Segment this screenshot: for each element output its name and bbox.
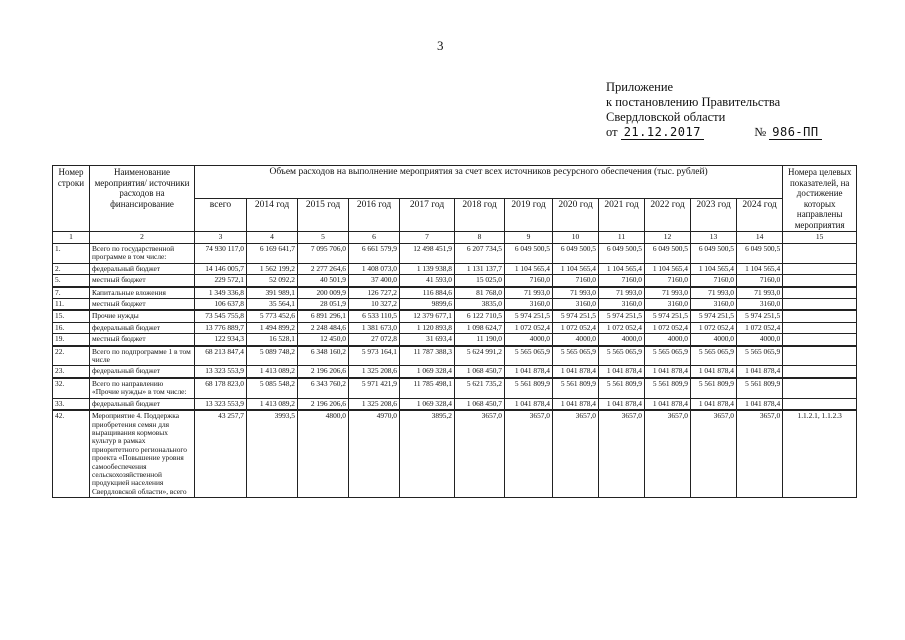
amount-cell: 1 041 878,4 (505, 398, 553, 410)
row-name: федеральный бюджет (90, 263, 195, 274)
amount-cell: 1 413 089,2 (247, 398, 298, 410)
amount-cell: 6 049 500,5 (691, 244, 737, 264)
amount-cell: 7160,0 (505, 275, 553, 287)
resolution-number: 986-ПП (769, 125, 821, 140)
amount-cell: 7160,0 (737, 275, 783, 287)
amount-cell: 6 348 160,2 (298, 346, 349, 366)
amount-cell: 3657,0 (455, 410, 505, 498)
column-number: 9 (505, 232, 553, 244)
amount-cell: 5 561 809,9 (737, 378, 783, 398)
amount-cell: 2 196 206,6 (298, 398, 349, 410)
row-name: местный бюджет (90, 275, 195, 287)
amount-cell: 31 693,4 (400, 334, 455, 346)
amount-cell: 3657,0 (645, 410, 691, 498)
amount-cell: 7 095 706,0 (298, 244, 349, 264)
amount-cell: 68 213 847,4 (195, 346, 247, 366)
column-number: 3 (195, 232, 247, 244)
amount-cell: 1 072 052,4 (553, 322, 599, 333)
column-number: 5 (298, 232, 349, 244)
amount-cell: 5 621 735,2 (455, 378, 505, 398)
amount-cell: 12 498 451,9 (400, 244, 455, 264)
row-number: 1. (53, 244, 90, 264)
amount-cell: 391 989,1 (247, 287, 298, 299)
column-number: 2 (90, 232, 195, 244)
amount-cell: 43 257,7 (195, 410, 247, 498)
amount-cell: 5 773 452,6 (247, 310, 298, 322)
amount-cell: 11 190,0 (455, 334, 505, 346)
amount-cell: 5 561 809,9 (691, 378, 737, 398)
amount-cell: 116 884,6 (400, 287, 455, 299)
amount-cell: 2 277 264,6 (298, 263, 349, 274)
target-indicators: 1.1.2.1, 1.1.2.3 (783, 410, 857, 498)
target-indicators (783, 366, 857, 378)
amount-cell: 4800,0 (298, 410, 349, 498)
appendix-block (606, 80, 822, 140)
amount-cell: 1 098 624,7 (455, 322, 505, 333)
amount-cell: 1 349 336,8 (195, 287, 247, 299)
header-year: 2022 год (645, 199, 691, 232)
amount-cell: 1 104 565,4 (645, 263, 691, 274)
amount-cell: 10 327,2 (349, 299, 400, 311)
amount-cell: 6 343 760,2 (298, 378, 349, 398)
amount-cell: 27 072,8 (349, 334, 400, 346)
target-indicators (783, 310, 857, 322)
amount-cell: 5 561 809,9 (505, 378, 553, 398)
amount-cell: 5 971 421,9 (349, 378, 400, 398)
amount-cell: 3657,0 (505, 410, 553, 498)
header-volume: Объем расходов на выполнение мероприятия за счет всех источников ресурсного обеспечения (тыс. рублей) (195, 166, 783, 199)
amount-cell: 13 776 889,7 (195, 322, 247, 333)
amount-cell: 3160,0 (737, 299, 783, 311)
target-indicators (783, 263, 857, 274)
amount-cell: 3993,5 (247, 410, 298, 498)
amount-cell: 3657,0 (599, 410, 645, 498)
amount-cell: 1 041 878,4 (599, 398, 645, 410)
amount-cell: 6 169 641,7 (247, 244, 298, 264)
table-row (53, 287, 857, 299)
amount-cell: 1 408 073,0 (349, 263, 400, 274)
amount-cell: 6 049 500,5 (553, 244, 599, 264)
amount-cell: 3657,0 (553, 410, 599, 498)
number-prefix: № (754, 125, 767, 139)
table-row (53, 310, 857, 322)
date-prefix: от (606, 125, 618, 139)
column-number: 10 (553, 232, 599, 244)
amount-cell: 1 072 052,4 (645, 322, 691, 333)
amount-cell: 5 624 991,2 (455, 346, 505, 366)
amount-cell: 3657,0 (691, 410, 737, 498)
amount-cell: 1 069 328,4 (400, 366, 455, 378)
table-row (53, 346, 857, 366)
amount-cell: 3160,0 (645, 299, 691, 311)
target-indicators (783, 244, 857, 264)
amount-cell: 4000,0 (505, 334, 553, 346)
amount-cell: 1 562 199,2 (247, 263, 298, 274)
target-indicators (783, 334, 857, 346)
resolution-date: 21.12.2017 (621, 125, 704, 140)
amount-cell: 9899,6 (400, 299, 455, 311)
amount-cell: 1 041 878,4 (691, 366, 737, 378)
page-number: 3 (437, 38, 444, 53)
row-number: 32. (53, 378, 90, 398)
row-number: 15. (53, 310, 90, 322)
amount-cell: 12 379 677,1 (400, 310, 455, 322)
column-number: 1 (53, 232, 90, 244)
amount-cell: 229 572,1 (195, 275, 247, 287)
amount-cell: 1 068 450,7 (455, 366, 505, 378)
row-number: 5. (53, 275, 90, 287)
row-name: Всего по направлению «Прочие нужды» в том числе: (90, 378, 195, 398)
row-number: 7. (53, 287, 90, 299)
amount-cell: 37 400,0 (349, 275, 400, 287)
amount-cell: 73 545 755,8 (195, 310, 247, 322)
amount-cell: 81 768,0 (455, 287, 505, 299)
appendix-title: Приложение (606, 80, 674, 94)
amount-cell: 6 661 579,9 (349, 244, 400, 264)
appendix-date-line (606, 125, 822, 140)
row-number: 22. (53, 346, 90, 366)
table-row (53, 366, 857, 378)
header-year: 2020 год (553, 199, 599, 232)
amount-cell: 71 993,0 (599, 287, 645, 299)
amount-cell: 1 041 878,4 (553, 398, 599, 410)
amount-cell: 1 072 052,4 (599, 322, 645, 333)
amount-cell: 40 501,9 (298, 275, 349, 287)
table-row (53, 299, 857, 311)
amount-cell: 11 787 388,3 (400, 346, 455, 366)
amount-cell: 14 146 005,7 (195, 263, 247, 274)
amount-cell: 5 085 548,2 (247, 378, 298, 398)
row-name: местный бюджет (90, 299, 195, 311)
column-number: 14 (737, 232, 783, 244)
column-number: 4 (247, 232, 298, 244)
amount-cell: 1 072 052,4 (505, 322, 553, 333)
amount-cell: 1 041 878,4 (691, 398, 737, 410)
amount-cell: 16 528,1 (247, 334, 298, 346)
amount-cell: 2 248 484,6 (298, 322, 349, 333)
amount-cell: 6 049 500,5 (737, 244, 783, 264)
amount-cell: 1 041 878,4 (553, 366, 599, 378)
column-number: 6 (349, 232, 400, 244)
header-row-number: Номер строки (53, 166, 90, 232)
amount-cell: 3160,0 (505, 299, 553, 311)
amount-cell: 5 974 251,5 (691, 310, 737, 322)
table-row (53, 398, 857, 410)
table-row (53, 334, 857, 346)
amount-cell: 200 009,9 (298, 287, 349, 299)
amount-cell: 5 974 251,5 (505, 310, 553, 322)
amount-cell: 71 993,0 (691, 287, 737, 299)
amount-cell: 1 104 565,4 (505, 263, 553, 274)
header-total: всего (195, 199, 247, 232)
header-year: 2023 год (691, 199, 737, 232)
amount-cell: 12 450,0 (298, 334, 349, 346)
header-name: Наименование мероприятия/ источники расходов на финансирование (90, 166, 195, 232)
row-name: Мероприятие 4. Поддержка приобретения семян для выращивания кормовых культур в рамках приоритетного регионального проекта «Повышение уровня самообеспечения сельскохозяйственной продукцией населения Свердловской области», всего (90, 410, 195, 498)
amount-cell: 1 068 450,7 (455, 398, 505, 410)
row-number: 11. (53, 299, 90, 311)
amount-cell: 4000,0 (599, 334, 645, 346)
amount-cell: 15 025,0 (455, 275, 505, 287)
target-indicators (783, 275, 857, 287)
amount-cell: 5 089 748,2 (247, 346, 298, 366)
header-year: 2018 год (455, 199, 505, 232)
amount-cell: 5 565 065,9 (599, 346, 645, 366)
target-indicators (783, 322, 857, 333)
amount-cell: 5 561 809,9 (553, 378, 599, 398)
table-row (53, 263, 857, 274)
row-name: федеральный бюджет (90, 322, 195, 333)
amount-cell: 52 092,2 (247, 275, 298, 287)
column-number: 12 (645, 232, 691, 244)
expenditure-table (52, 165, 857, 498)
header-year: 2015 год (298, 199, 349, 232)
amount-cell: 1 104 565,4 (553, 263, 599, 274)
amount-cell: 1 413 089,2 (247, 366, 298, 378)
amount-cell: 2 196 206,6 (298, 366, 349, 378)
amount-cell: 1 041 878,4 (737, 398, 783, 410)
row-name: федеральный бюджет (90, 366, 195, 378)
amount-cell: 106 637,8 (195, 299, 247, 311)
header-year: 2016 год (349, 199, 400, 232)
amount-cell: 5 974 251,5 (553, 310, 599, 322)
amount-cell: 3895,2 (400, 410, 455, 498)
amount-cell: 1 494 899,2 (247, 322, 298, 333)
header-targets: Номера целевых показателей, на достижение которых направлены мероприятия (783, 166, 857, 232)
amount-cell: 1 041 878,4 (645, 398, 691, 410)
amount-cell: 1 325 208,6 (349, 398, 400, 410)
amount-cell: 5 973 164,1 (349, 346, 400, 366)
amount-cell: 6 049 500,5 (505, 244, 553, 264)
header-year: 2014 год (247, 199, 298, 232)
amount-cell: 3160,0 (553, 299, 599, 311)
amount-cell: 3657,0 (737, 410, 783, 498)
amount-cell: 7160,0 (599, 275, 645, 287)
amount-cell: 71 993,0 (645, 287, 691, 299)
header-year: 2021 год (599, 199, 645, 232)
column-number: 11 (599, 232, 645, 244)
amount-cell: 74 930 117,0 (195, 244, 247, 264)
amount-cell: 1 069 328,4 (400, 398, 455, 410)
table-row (53, 378, 857, 398)
amount-cell: 6 207 734,5 (455, 244, 505, 264)
amount-cell: 1 072 052,4 (737, 322, 783, 333)
amount-cell: 1 041 878,4 (645, 366, 691, 378)
table-row (53, 275, 857, 287)
amount-cell: 71 993,0 (505, 287, 553, 299)
amount-cell: 1 041 878,4 (737, 366, 783, 378)
row-number: 23. (53, 366, 90, 378)
amount-cell: 11 785 498,1 (400, 378, 455, 398)
target-indicators (783, 378, 857, 398)
appendix-resolution: к постановлению Правительства (606, 95, 781, 109)
amount-cell: 4000,0 (737, 334, 783, 346)
amount-cell: 5 561 809,9 (645, 378, 691, 398)
amount-cell: 1 104 565,4 (737, 263, 783, 274)
column-number: 13 (691, 232, 737, 244)
row-number: 33. (53, 398, 90, 410)
column-number: 7 (400, 232, 455, 244)
amount-cell: 5 974 251,5 (645, 310, 691, 322)
amount-cell: 1 041 878,4 (505, 366, 553, 378)
amount-cell: 5 565 065,9 (691, 346, 737, 366)
header-year: 2019 год (505, 199, 553, 232)
row-number: 42. (53, 410, 90, 498)
amount-cell: 1 381 673,0 (349, 322, 400, 333)
amount-cell: 4970,0 (349, 410, 400, 498)
amount-cell: 5 565 065,9 (505, 346, 553, 366)
amount-cell: 1 325 208,6 (349, 366, 400, 378)
amount-cell: 13 323 553,9 (195, 398, 247, 410)
amount-cell: 3835,0 (455, 299, 505, 311)
amount-cell: 6 049 500,5 (645, 244, 691, 264)
amount-cell: 7160,0 (553, 275, 599, 287)
amount-cell: 5 974 251,5 (737, 310, 783, 322)
amount-cell: 6 122 710,5 (455, 310, 505, 322)
amount-cell: 41 593,0 (400, 275, 455, 287)
appendix-region: Свердловской области (606, 110, 726, 124)
amount-cell: 35 564,1 (247, 299, 298, 311)
amount-cell: 3160,0 (599, 299, 645, 311)
amount-cell: 6 049 500,5 (599, 244, 645, 264)
column-number: 8 (455, 232, 505, 244)
row-number: 2. (53, 263, 90, 274)
amount-cell: 5 565 065,9 (737, 346, 783, 366)
amount-cell: 1 104 565,4 (691, 263, 737, 274)
amount-cell: 5 974 251,5 (599, 310, 645, 322)
amount-cell: 1 120 893,8 (400, 322, 455, 333)
amount-cell: 5 565 065,9 (553, 346, 599, 366)
amount-cell: 5 565 065,9 (645, 346, 691, 366)
amount-cell: 3160,0 (691, 299, 737, 311)
amount-cell: 6 533 110,5 (349, 310, 400, 322)
amount-cell: 4000,0 (645, 334, 691, 346)
amount-cell: 1 104 565,4 (599, 263, 645, 274)
amount-cell: 126 727,2 (349, 287, 400, 299)
amount-cell: 7160,0 (691, 275, 737, 287)
target-indicators (783, 398, 857, 410)
target-indicators (783, 346, 857, 366)
amount-cell: 71 993,0 (737, 287, 783, 299)
target-indicators (783, 299, 857, 311)
amount-cell: 68 178 823,0 (195, 378, 247, 398)
row-name: федеральный бюджет (90, 398, 195, 410)
header-year: 2024 год (737, 199, 783, 232)
amount-cell: 7160,0 (645, 275, 691, 287)
amount-cell: 1 072 052,4 (691, 322, 737, 333)
row-name: Прочие нужды (90, 310, 195, 322)
row-name: Капитальные вложения (90, 287, 195, 299)
amount-cell: 1 139 938,8 (400, 263, 455, 274)
amount-cell: 6 891 296,1 (298, 310, 349, 322)
amount-cell: 1 041 878,4 (599, 366, 645, 378)
amount-cell: 122 934,3 (195, 334, 247, 346)
amount-cell: 13 323 553,9 (195, 366, 247, 378)
row-name: Всего по государственной программе в том числе: (90, 244, 195, 264)
column-number: 15 (783, 232, 857, 244)
amount-cell: 4000,0 (553, 334, 599, 346)
amount-cell: 5 561 809,9 (599, 378, 645, 398)
table-row (53, 322, 857, 333)
amount-cell: 28 051,9 (298, 299, 349, 311)
row-name: Всего по подпрограмме 1 в том числе (90, 346, 195, 366)
header-year: 2017 год (400, 199, 455, 232)
row-number: 19. (53, 334, 90, 346)
row-number: 16. (53, 322, 90, 333)
amount-cell: 4000,0 (691, 334, 737, 346)
amount-cell: 71 993,0 (553, 287, 599, 299)
row-name: местный бюджет (90, 334, 195, 346)
target-indicators (783, 287, 857, 299)
amount-cell: 1 131 137,7 (455, 263, 505, 274)
table-row (53, 410, 857, 498)
table-row (53, 244, 857, 264)
